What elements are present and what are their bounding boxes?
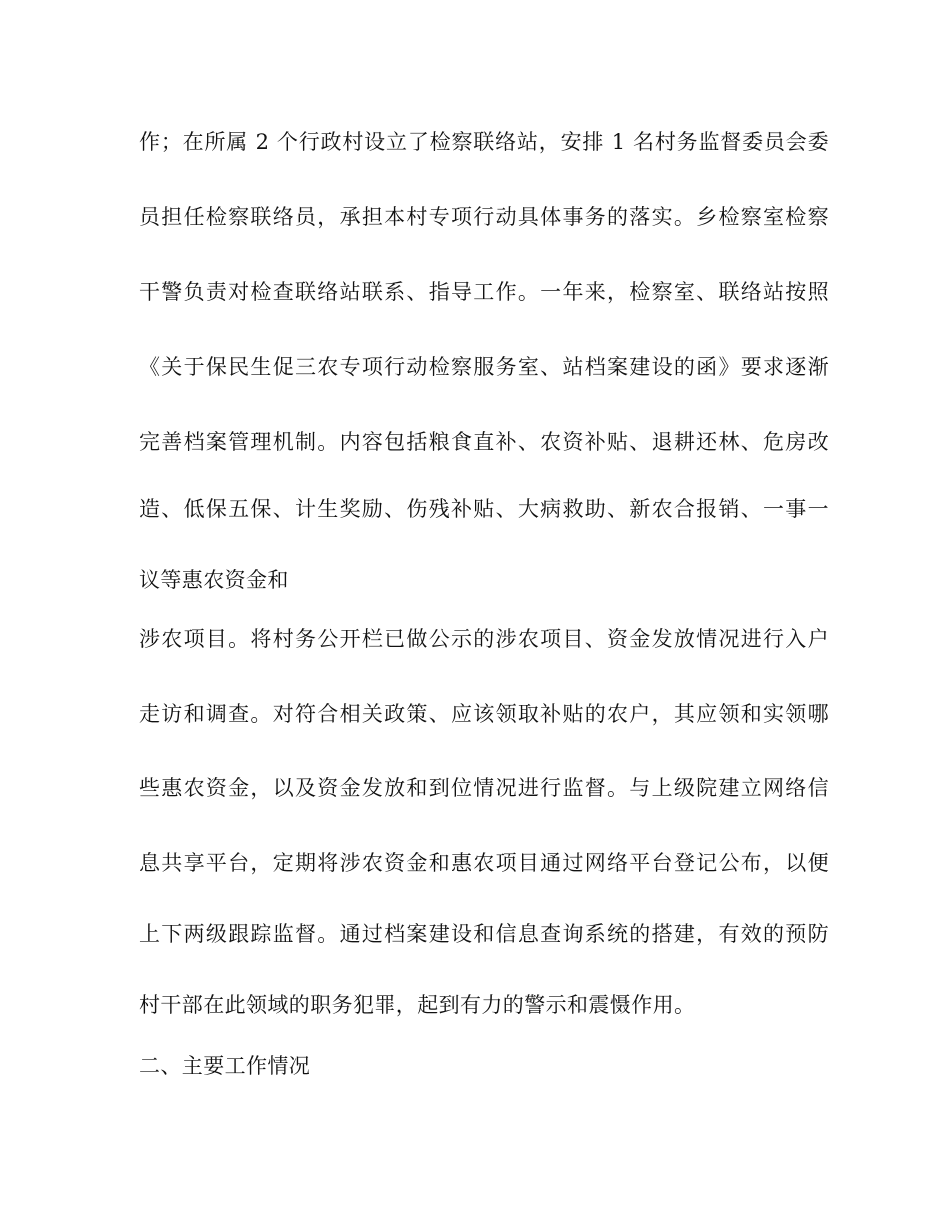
paragraph-line-11: 息共享平台，定期将涉农资金和惠农项目通过网络平台登记公布，以便 (139, 851, 829, 875)
paragraph-line-4: 《关于保民生促三农专项行动检察服务室、站档案建设的函》要求逐渐 (139, 355, 829, 379)
section-heading: 二、主要工作情况 (139, 1054, 311, 1078)
paragraph-line-10: 些惠农资金，以及资金发放和到位情况进行监督。与上级院建立网络信 (139, 776, 829, 800)
paragraph-line-8: 涉农项目。将村务公开栏已做公示的涉农项目、资金发放情况进行入户 (139, 627, 829, 651)
paragraph-line-2: 员担任检察联络员，承担本村专项行动具体事务的落实。乡检察室检察 (139, 205, 829, 229)
paragraph-line-13: 村干部在此领域的职务犯罪，起到有力的警示和震慑作用。 (139, 993, 696, 1017)
paragraph-line-9: 走访和调查。对符合相关政策、应该领取补贴的农户，其应领和实领哪 (139, 702, 829, 726)
paragraph-line-6: 造、低保五保、计生奖励、伤残补贴、大病救助、新农合报销、一事一 (139, 497, 829, 521)
paragraph-line-7: 议等惠农资金和 (139, 568, 289, 592)
paragraph-line-1: 作；在所属 2 个行政村设立了检察联络站，安排 1 名村务监督委员会委 (139, 130, 829, 154)
paragraph-line-3: 干警负责对检查联络站联系、指导工作。一年来，检察室、联络站按照 (139, 280, 829, 304)
paragraph-line-12: 上下两级跟踪监督。通过档案建设和信息查询系统的搭建，有效的预防 (139, 922, 829, 946)
paragraph-line-5: 完善档案管理机制。内容包括粮食直补、农资补贴、退耕还林、危房改 (139, 430, 829, 454)
